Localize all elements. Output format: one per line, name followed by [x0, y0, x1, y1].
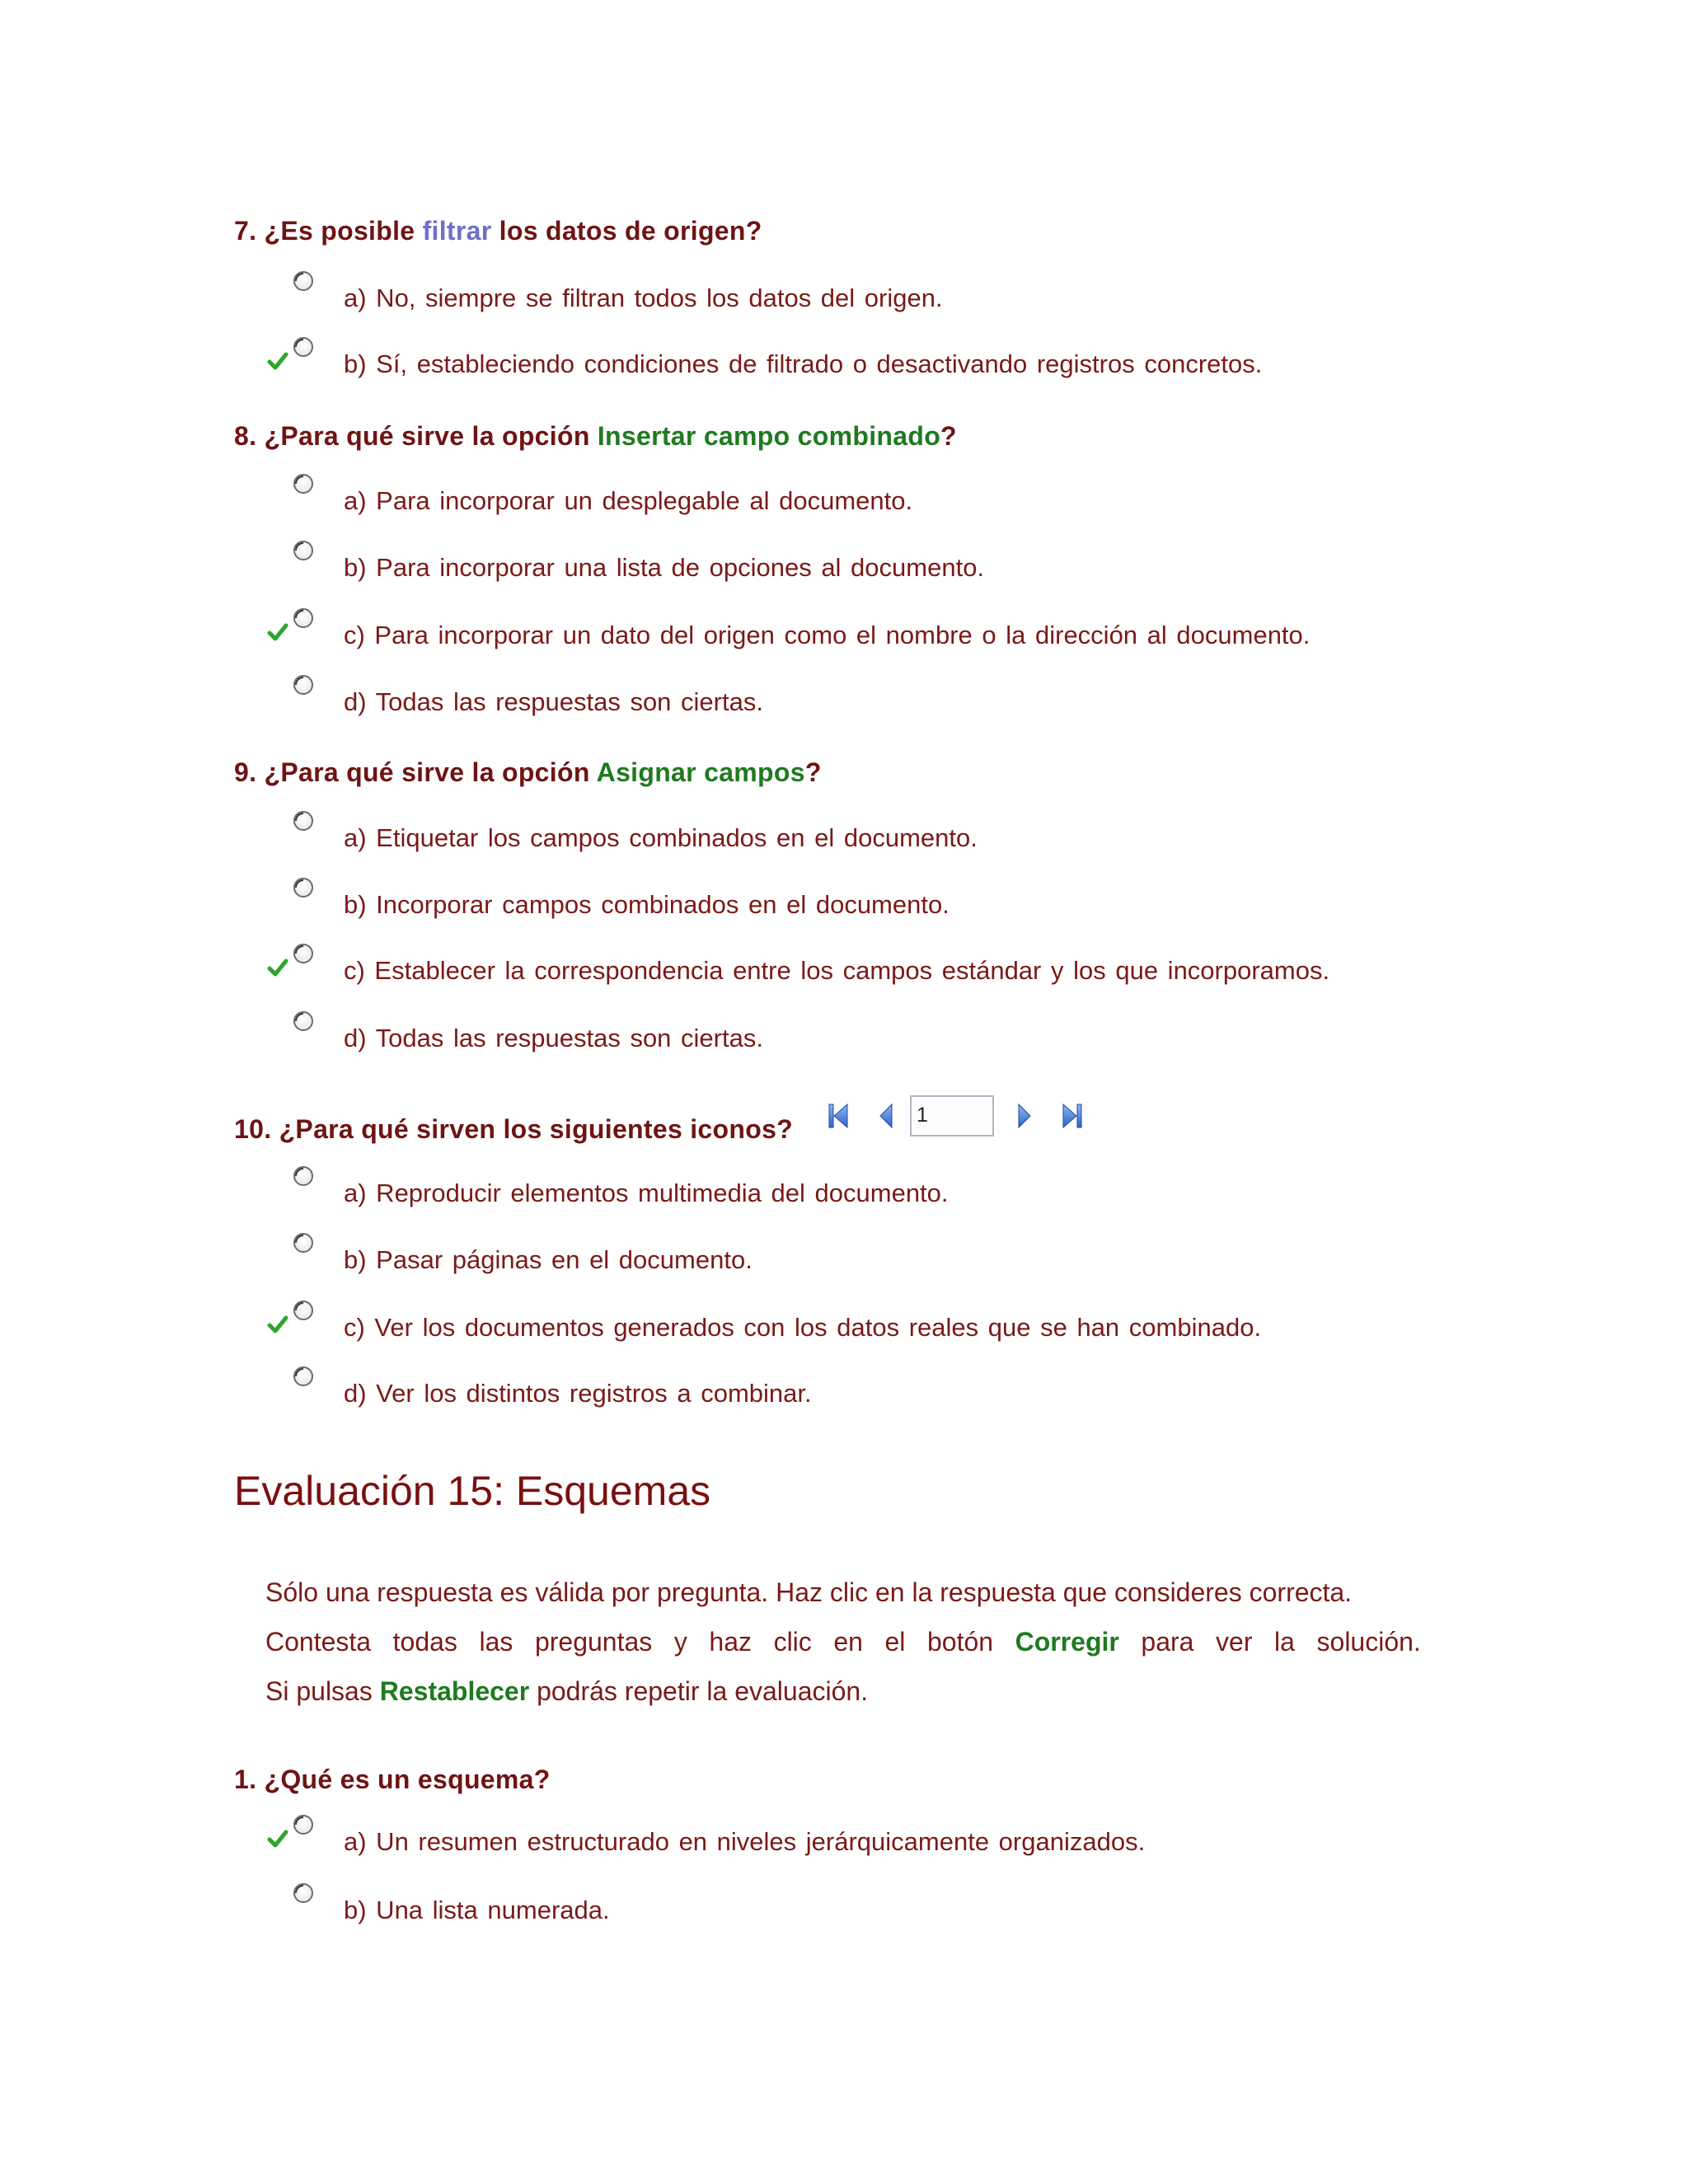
instr-word: las: [479, 1627, 513, 1657]
radio-button[interactable]: [293, 270, 314, 292]
option-text: d) Ver los distintos registros a combinar.: [344, 1379, 812, 1408]
question-8-option-d[interactable]: [0, 674, 1688, 724]
question-10-title: 10. ¿Para qué sirven los siguientes iconos?: [234, 1114, 794, 1144]
option-text: b) Incorporar campos combinados en el documento.: [344, 890, 950, 919]
radio-button[interactable]: [293, 336, 314, 358]
option-text: c) Establecer la correspondencia entre los campos estándar y los que incorporamos.: [344, 956, 1330, 985]
question-9-option-b[interactable]: [0, 877, 1688, 926]
question-7-title-start: 7. ¿Es posible: [234, 216, 423, 246]
last-page-icon[interactable]: [1060, 1101, 1085, 1131]
question-10-option-c[interactable]: [0, 1300, 1688, 1349]
question-10-option-d[interactable]: [0, 1366, 1688, 1415]
instr-word: ver: [1216, 1627, 1253, 1657]
instr-word: botón: [926, 1627, 994, 1657]
instr-word: el: [884, 1627, 906, 1657]
radio-button[interactable]: [293, 1814, 314, 1835]
radio-button[interactable]: [293, 674, 314, 696]
radio-button[interactable]: [293, 1882, 314, 1904]
radio-button[interactable]: [293, 1010, 314, 1032]
instr-word: todas: [392, 1627, 457, 1657]
instr-word: Contesta: [265, 1627, 372, 1657]
instr-word: en: [833, 1627, 863, 1657]
option-text: b) Para incorporar una lista de opciones al documento.: [344, 553, 985, 582]
instr-text: podrás repetir la evaluación.: [529, 1676, 869, 1706]
radio-button[interactable]: [293, 1232, 314, 1254]
eval-question-1-option-b[interactable]: [0, 1882, 1688, 1932]
option-text: d) Todas las respuestas son ciertas.: [344, 1024, 763, 1052]
question-9-highlight: Asignar campos: [596, 757, 805, 787]
option-text: a) No, siempre se filtran todos los datos del origen.: [344, 284, 943, 312]
option-text: b) Sí, estableciendo condiciones de filtrado o desactivando registros concretos.: [344, 349, 1263, 378]
radio-button[interactable]: [293, 1300, 314, 1321]
question-10-option-a[interactable]: [0, 1165, 1688, 1215]
instr-word: preguntas: [534, 1627, 653, 1657]
question-8-title-end: ?: [940, 421, 957, 451]
option-text: a) Reproducir elementos multimedia del documento.: [344, 1179, 949, 1207]
radio-button[interactable]: [293, 607, 314, 629]
correct-check-icon: [267, 1315, 288, 1334]
instr-word: solución.: [1316, 1627, 1421, 1657]
option-text: c) Ver los documentos generados con los datos reales que se han combinado.: [344, 1313, 1262, 1342]
instructions-line-1: Sólo una respuesta es válida por pregunta. Haz clic en la respuesta que consideres correcta.: [265, 1577, 1353, 1607]
page-navigation-toolbar: [826, 1093, 1090, 1139]
question-9-option-a[interactable]: [0, 810, 1688, 860]
page-number-input[interactable]: 1: [910, 1095, 994, 1137]
question-8-option-a[interactable]: [0, 473, 1688, 523]
radio-button[interactable]: [293, 540, 314, 561]
correct-check-icon: [267, 622, 288, 642]
corregir-label: Corregir: [1015, 1627, 1119, 1657]
previous-page-icon[interactable]: [875, 1101, 900, 1131]
question-9-option-d[interactable]: [0, 1010, 1688, 1060]
radio-button[interactable]: [293, 877, 314, 898]
option-text: a) Etiquetar los campos combinados en el documento.: [344, 823, 978, 852]
instr-word: para: [1141, 1627, 1194, 1657]
option-text: c) Para incorporar un dato del origen como el nombre o la dirección al documento.: [344, 621, 1311, 649]
question-7-option-b[interactable]: [0, 336, 1688, 386]
question-8-option-b[interactable]: [0, 540, 1688, 589]
radio-button[interactable]: [293, 473, 314, 494]
instr-word: clic: [773, 1627, 812, 1657]
question-9-option-c[interactable]: [0, 943, 1688, 992]
instructions-line-3: [265, 1676, 1421, 1707]
radio-button[interactable]: [293, 943, 314, 964]
option-text: b) Pasar páginas en el documento.: [344, 1245, 753, 1274]
option-text: a) Para incorporar un desplegable al documento.: [344, 486, 913, 515]
question-9-title-end: ?: [804, 757, 822, 787]
eval-question-1-option-a[interactable]: [0, 1814, 1688, 1863]
radio-button[interactable]: [293, 1165, 314, 1187]
question-8-option-c[interactable]: [0, 607, 1688, 657]
first-page-icon[interactable]: [826, 1101, 851, 1131]
next-page-icon[interactable]: [1012, 1101, 1037, 1131]
question-8-highlight: Insertar campo combinado: [597, 421, 941, 451]
instr-word: y: [673, 1627, 687, 1657]
instructions-line-2: [265, 1627, 1421, 1657]
question-7-title: [234, 216, 762, 246]
question-7-highlight: filtrar: [422, 216, 492, 246]
option-text: b) Una lista numerada.: [344, 1896, 610, 1924]
radio-button[interactable]: [293, 810, 314, 832]
option-text: a) Un resumen estructurado en niveles jerárquicamente organizados.: [344, 1827, 1146, 1856]
instr-text: Si pulsas: [265, 1676, 380, 1706]
evaluation-heading: Evaluación 15: Esquemas: [234, 1468, 711, 1514]
restablecer-label: Restablecer: [379, 1676, 530, 1706]
question-7-title-end: los datos de origen?: [491, 216, 762, 246]
eval-question-1-title: 1. ¿Qué es un esquema?: [234, 1765, 551, 1794]
correct-check-icon: [267, 351, 288, 371]
question-8-title: [234, 421, 957, 452]
radio-button[interactable]: [293, 1366, 314, 1387]
instr-word: la: [1274, 1627, 1295, 1657]
question-8-title-start: 8. ¿Para qué sirve la opción: [234, 421, 598, 451]
correct-check-icon: [267, 1829, 288, 1849]
question-7-option-a[interactable]: [0, 270, 1688, 320]
instr-word: haz: [709, 1627, 752, 1657]
correct-check-icon: [267, 958, 288, 977]
question-9-title: [234, 757, 822, 788]
option-text: d) Todas las respuestas son ciertas.: [344, 687, 763, 716]
question-9-title-start: 9. ¿Para qué sirve la opción: [234, 757, 597, 787]
question-10-option-b[interactable]: [0, 1232, 1688, 1282]
